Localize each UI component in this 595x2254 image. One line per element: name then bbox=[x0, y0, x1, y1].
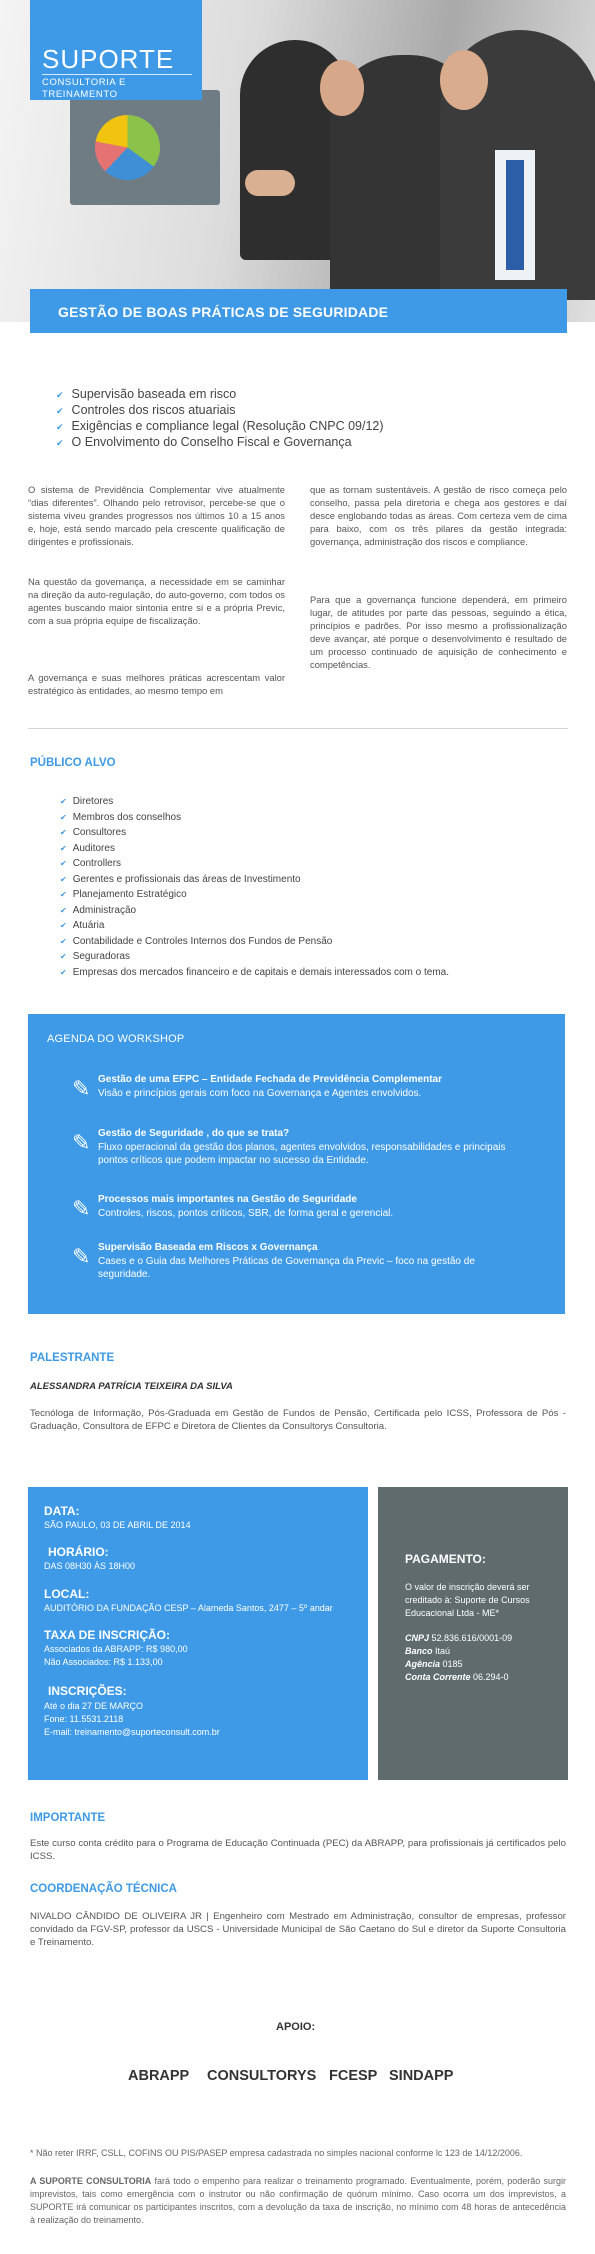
audience-item: ✔ Atuária bbox=[60, 920, 105, 931]
agenda-item-heading: Supervisão Baseada em Riscos x Governança bbox=[98, 1242, 318, 1253]
location-value: AUDITÓRIO DA FUNDAÇÃO CESP – Alameda Santos, 2477 – 5º andar bbox=[44, 1603, 333, 1613]
audience-item: ✔ Administração bbox=[60, 904, 137, 916]
hand bbox=[245, 170, 295, 196]
intro-paragraph: Para que a governança funcione dependerá, em primeiro lugar, de atitudes por parte das pessoas, seguindo a ética, princípios e padrões. Por isso mesmo a profissionalização deve avançar, até porque o desenvolvimento é resultado de um processo continuado de aquisição de conhecimento e competências. bbox=[310, 594, 567, 670]
agenda-item-desc: Controles, riscos, pontos críticos, SBR, de forma geral e gerencial. bbox=[98, 1208, 394, 1219]
check-icon: ✔ bbox=[56, 406, 64, 416]
check-icon: ✔ bbox=[60, 921, 67, 930]
payment-agency: Agência 0185 bbox=[405, 1659, 463, 1669]
speaker-name: ALESSANDRA PATRÍCIA TEIXEIRA DA SILVA bbox=[30, 1381, 233, 1392]
payment-account: Conta Corrente 06.294-0 bbox=[405, 1672, 509, 1682]
sponsor-logo: FCESP bbox=[329, 2068, 378, 2084]
payment-bank: Banco Itaú bbox=[405, 1646, 451, 1656]
coordenacao-text: NIVALDO CÂNDIDO DE OLIVEIRA JR | Engenheiro com Mestrado em Administração, consultor de empresas, professor convidado da FGV-SP, professor da USCS - Universidade Municipal de São Caetano do Sul e diretor da Suporte Consultoria e Treinamento. bbox=[30, 1911, 566, 1948]
check-icon: ✔ bbox=[60, 952, 67, 961]
brand-name: SUPORTE bbox=[42, 44, 175, 74]
date-label: DATA: bbox=[44, 1504, 80, 1518]
agenda-item-heading: Gestão de Seguridade , do que se trata? bbox=[98, 1128, 290, 1139]
check-icon: ✔ bbox=[60, 828, 67, 837]
check-icon: ✔ bbox=[60, 797, 67, 806]
check-icon: ✔ bbox=[56, 422, 64, 432]
audience-item: ✔ Controllers bbox=[60, 858, 122, 869]
check-icon: ✔ bbox=[60, 905, 67, 915]
check-icon: ✔ bbox=[60, 890, 67, 899]
divider bbox=[28, 728, 568, 729]
audience-item: ✔ Consultores bbox=[60, 827, 127, 838]
brand-tagline: CONSULTORIA E TREINAMENTO bbox=[42, 74, 192, 101]
intro-paragraph: O sistema de Previdência Complementar vive atualmente “dias diferentes”. Olhando pelo retrovisor, percebe-se que o sistema viveu grandes progressos nos últimos 10 a 15 anos e, hoje, está sendo marcado pela crescente qualificação de dirigentes e profissionais. bbox=[28, 484, 285, 547]
tie bbox=[506, 160, 524, 270]
location-label: LOCAL: bbox=[44, 1587, 90, 1601]
intro-paragraph: Na questão da governança, a necessidade em se caminhar na direção da auto-regulação, do auto-governo, com todos os agentes buscando maior sintonia entre si e a própria Previc, com a sua própria equipe de fiscalização. bbox=[28, 576, 285, 626]
audience-item: ✔ Seguradoras bbox=[60, 951, 130, 962]
importante-text: Este curso conta crédito para o Programa de Educação Continuada (PEC) da ABRAPP, para profissionais já certificados pelo ICSS. bbox=[30, 1838, 566, 1862]
fee-label: TAXA DE INSCRIÇÃO: bbox=[44, 1628, 170, 1642]
check-icon: ✔ bbox=[60, 936, 67, 946]
agenda-item-desc: Visão e princípios gerais com foco na Governança e Agentes envolvidos. bbox=[98, 1088, 422, 1099]
title-banner bbox=[30, 289, 567, 333]
payment-text: O valor de inscrição deverá ser creditado à: Suporte de Cursos Educacional Ltda - ME* bbox=[405, 1582, 530, 1618]
audience-item: ✔ Auditores bbox=[60, 842, 115, 854]
person-face bbox=[320, 60, 364, 116]
apoio-title: APOIO: bbox=[276, 2021, 316, 2033]
disclaimer: A SUPORTE CONSULTORIA fará todo o empenho para realizar o treinamento programado. Eventualmente, porém, poderão surgir imprevistos, tais como emergência com o instrutor ou não confirmação de quórum mínimo. Caso ocorra um dos imprevistos, a SUPORTE irá comunicar os participantes inscritos, com a devolução da taxa de inscrição, no mínimo com 48 horas de antecedência à realização do treinamento. bbox=[30, 2176, 566, 2225]
registration-email[interactable]: E-mail: treinamento@suporteconsult.com.br bbox=[44, 1727, 220, 1737]
brand-logo bbox=[30, 0, 202, 100]
event-info-box bbox=[28, 1487, 368, 1780]
audience-item: ✔ Contabilidade e Controles Internos dos Fundos de Pensão bbox=[60, 935, 333, 947]
audience-item: ✔ Planejamento Estratégico bbox=[60, 889, 187, 900]
person-face bbox=[440, 50, 488, 110]
agenda-title: AGENDA DO WORKSHOP bbox=[47, 1033, 185, 1045]
registration-phone: Fone: 11.5531.2118 bbox=[44, 1714, 124, 1724]
intro-paragraph: que as tornam sustentáveis. A gestão de risco começa pelo conselho, passa pela diretoria e chega aos gestores e daí desce englobando todas as áreas. Com certeza vem de cima para baixo, com os três pilares da gestão integrada: governança, administração dos riscos e compliance. bbox=[310, 484, 567, 547]
highlight-item: ✔ Supervisão baseada em risco bbox=[56, 387, 237, 401]
payment-title: PAGAMENTO: bbox=[405, 1552, 486, 1566]
agenda-item-desc: Cases e o Guia das Melhores Práticas de Governança da Previc – foco na gestão de seguridade. bbox=[98, 1256, 475, 1280]
publico-alvo-title: PÚBLICO ALVO bbox=[30, 757, 116, 769]
agenda-item-desc: Fluxo operacional da gestão dos planos, agentes envolvidos, responsabilidades e principais pontos críticos que podem impactar no sucesso da Entidade. bbox=[98, 1142, 506, 1166]
audience-item: ✔ Empresas dos mercados financeiro e de capitais e demais interessados com o tema. bbox=[60, 966, 449, 978]
payment-cnpj: CNPJ 52.836.616/0001-09 bbox=[405, 1633, 513, 1643]
highlight-item: ✔ O Envolvimento do Conselho Fiscal e Governança bbox=[56, 435, 352, 449]
fee-non-members: Não Associados: R$ 1.133,00 bbox=[44, 1657, 163, 1667]
sponsor-logo: ABRAPP bbox=[128, 2068, 190, 2084]
coordenacao-title: COORDENAÇÃO TÉCNICA bbox=[30, 1883, 177, 1895]
tax-note: * Não reter IRRF, CSLL, COFINS OU PIS/PASEP empresa cadastrada no simples nacional conforme lc 123 de 14/12/2006. bbox=[30, 2148, 523, 2158]
registration-label: INSCRIÇÕES: bbox=[48, 1684, 127, 1698]
pencil-icon: ✎ bbox=[72, 1130, 91, 1155]
agenda-item-heading: Gestão de uma EFPC – Entidade Fechada de Previdência Complementar bbox=[98, 1074, 442, 1085]
pencil-icon: ✎ bbox=[72, 1196, 91, 1221]
pencil-icon: ✎ bbox=[72, 1244, 91, 1269]
time-value: DAS 08H30 ÀS 18H00 bbox=[44, 1561, 136, 1571]
payment-box bbox=[378, 1487, 568, 1780]
agenda-item-heading: Processos mais importantes na Gestão de Seguridade bbox=[98, 1194, 357, 1205]
check-icon: ✔ bbox=[60, 874, 67, 884]
importante-title: IMPORTANTE bbox=[30, 1812, 106, 1824]
sponsor-logo: SINDAPP bbox=[389, 2068, 454, 2084]
time-label: HORÁRIO: bbox=[48, 1545, 109, 1559]
intro-paragraph: A governança e suas melhores práticas acrescentam valor estratégico às entidades, ao mesmo tempo em bbox=[28, 672, 285, 696]
audience-item: ✔ Diretores bbox=[60, 796, 114, 807]
check-icon: ✔ bbox=[60, 843, 67, 853]
registration-deadline: Até o dia 27 DE MARÇO bbox=[44, 1701, 144, 1711]
page-title: GESTÃO DE BOAS PRÁTICAS DE SEGURIDADE bbox=[58, 304, 389, 320]
agenda-box bbox=[28, 1014, 565, 1314]
palestrante-title: PALESTRANTE bbox=[30, 1352, 115, 1364]
check-icon: ✔ bbox=[60, 812, 67, 822]
check-icon: ✔ bbox=[60, 967, 67, 977]
fee-members: Associados da ABRAPP: R$ 980,00 bbox=[44, 1644, 188, 1654]
check-icon: ✔ bbox=[60, 859, 67, 868]
pie-chart-graphic bbox=[95, 115, 160, 180]
audience-item: ✔ Membros dos conselhos bbox=[60, 811, 182, 823]
check-icon: ✔ bbox=[56, 390, 64, 400]
pencil-icon: ✎ bbox=[72, 1076, 91, 1101]
speaker-bio: Tecnóloga de Informação, Pós-Graduada em Gestão de Fundos de Pensão, Certificada pelo ICSS, Professora de Pós - Graduação, Consultora de EFPC e Diretora de Clientes da Consultorys Consultoria. bbox=[30, 1408, 566, 1432]
check-icon: ✔ bbox=[56, 438, 64, 448]
sponsor-logo: CONSULTORYS bbox=[207, 2068, 317, 2084]
highlight-item: ✔ Controles dos riscos atuariais bbox=[56, 403, 236, 417]
highlight-item: ✔ Exigências e compliance legal (Resolução CNPC 09/12) bbox=[56, 419, 384, 433]
audience-item: ✔ Gerentes e profissionais das áreas de Investimento bbox=[60, 873, 301, 885]
date-value: SÃO PAULO, 03 DE ABRIL DE 2014 bbox=[44, 1520, 191, 1530]
